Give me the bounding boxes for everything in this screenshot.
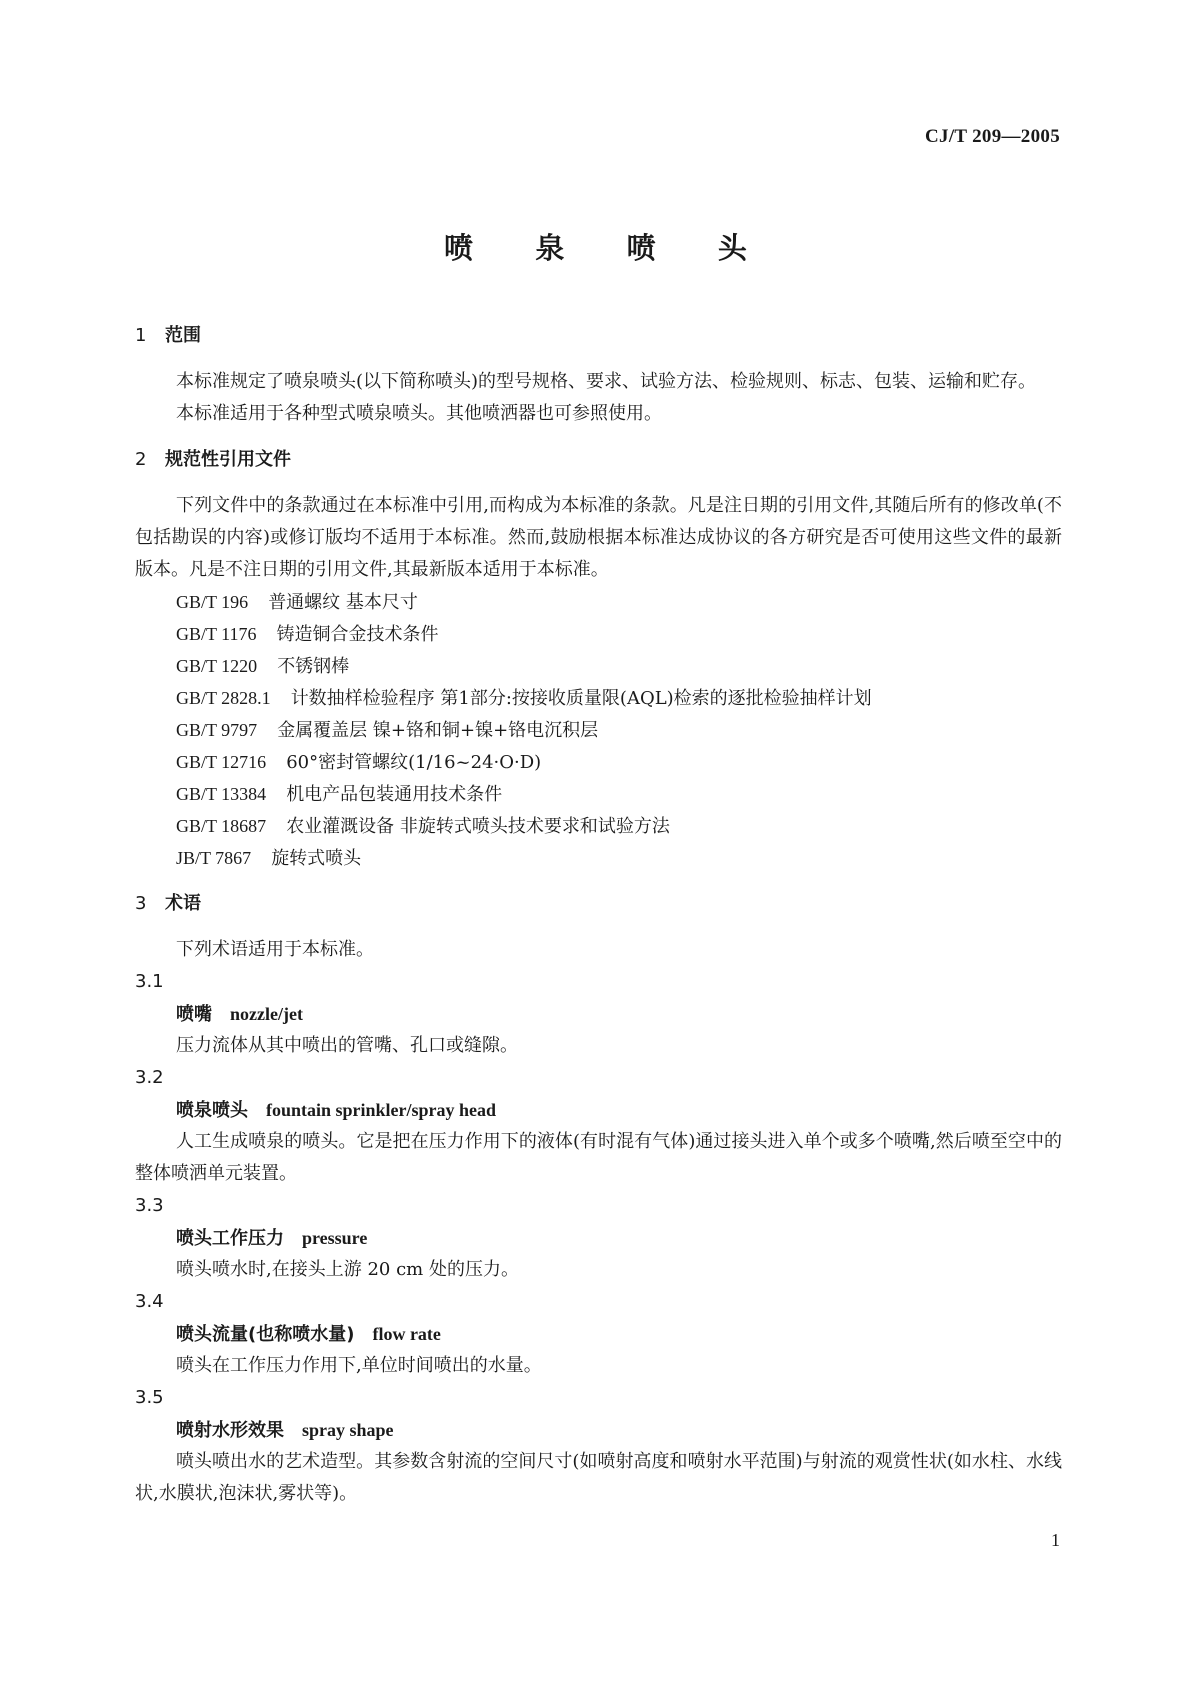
term-name: [135, 1222, 1062, 1254]
term-name: [135, 1414, 1062, 1446]
reference-item: [135, 586, 1062, 618]
terms-intro: 下列术语适用于本标准。: [176, 939, 374, 960]
page-number: 1: [1051, 1530, 1060, 1550]
term-definition: 压力流体从其中喷出的管嘴、孔口或缝隙。: [176, 1035, 518, 1056]
term-name-en: fountain sprinkler/spray head: [266, 1100, 497, 1120]
section-number: 1: [135, 325, 147, 346]
term-number: 3.1: [135, 971, 164, 992]
term-name-zh: 喷泉喷头: [176, 1100, 248, 1121]
term-number: 3.2: [135, 1067, 164, 1088]
reference-item: [135, 746, 1062, 778]
reference-title: 铸造铜合金技术条件: [276, 624, 439, 645]
reference-code: GB/T 18687: [176, 816, 267, 836]
section-number: 2: [135, 449, 147, 470]
reference-code: GB/T 1220: [176, 656, 258, 676]
term-name-en: flow rate: [372, 1324, 441, 1344]
reference-item: [135, 682, 1062, 714]
term-name-en: nozzle/jet: [230, 1004, 303, 1024]
reference-code: JB/T 7867: [176, 848, 252, 868]
section-terms-heading: [135, 888, 1062, 920]
term-definition: 人工生成喷泉的喷头。它是把在压力作用下的液体(有时混有气体)通过接头进入单个或多个喷嘴,然后喷至空中的整体喷洒单元装置。: [135, 1131, 1062, 1184]
reference-title: 不锈钢棒: [277, 656, 350, 677]
term-name: [135, 1094, 1062, 1126]
reference-title: 计数抽样检验程序 第1部分:按接收质量限(AQL)检索的逐批检验抽样计划: [290, 688, 872, 709]
reference-title: 机电产品包装通用技术条件: [286, 784, 503, 805]
standard-code: CJ/T 209—2005: [925, 126, 1060, 147]
section-title: 规范性引用文件: [165, 449, 291, 470]
reference-title: 农业灌溉设备 非旋转式喷头技术要求和试验方法: [286, 816, 670, 837]
term-name-en: spray shape: [302, 1420, 394, 1440]
reference-code: GB/T 9797: [176, 720, 258, 740]
term-name-zh: 喷头工作压力: [176, 1228, 284, 1249]
term-entry: [135, 1062, 1062, 1190]
reference-item: [135, 810, 1062, 842]
document-title: 喷 泉 喷 头: [444, 231, 774, 265]
references-intro: 下列文件中的条款通过在本标准中引用,而构成为本标准的条款。凡是注日期的引用文件,其随后所有的修改单(不包括勘误的内容)或修订版均不适用于本标准。然而,鼓励根据本标准达成协议的各方研究是否可使用这些文件的最新版本。凡是不注日期的引用文件,其最新版本适用于本标准。: [135, 495, 1062, 580]
term-definition: 喷头喷水时,在接头上游 20 cm 处的压力。: [176, 1259, 519, 1280]
term-name: [135, 998, 1062, 1030]
reference-title: 60°密封管螺纹(1/16~24·O·D): [286, 752, 542, 773]
scope-paragraph: 本标准规定了喷泉喷头(以下简称喷头)的型号规格、要求、试验方法、检验规则、标志、包装、运输和贮存。: [176, 371, 1037, 392]
term-name-zh: 喷头流量(也称喷水量): [176, 1324, 355, 1345]
section-number: 3: [135, 893, 147, 914]
reference-code: GB/T 2828.1: [176, 688, 271, 708]
term-number: 3.4: [135, 1291, 164, 1312]
term-name-zh: 喷嘴: [176, 1004, 212, 1025]
term-entry: [135, 1382, 1062, 1510]
term-entry: [135, 966, 1062, 1062]
term-name: [135, 1318, 1062, 1350]
scope-paragraph: 本标准适用于各种型式喷泉喷头。其他喷洒器也可参照使用。: [176, 403, 662, 424]
reference-code: GB/T 12716: [176, 752, 267, 772]
reference-title: 旋转式喷头: [271, 848, 362, 869]
section-title: 术语: [165, 893, 201, 914]
term-definition: 喷头喷出水的艺术造型。其参数含射流的空间尺寸(如喷射高度和喷射水平范围)与射流的观赏性状(如水柱、水线状,水膜状,泡沫状,雾状等)。: [135, 1451, 1062, 1504]
document-body: [135, 320, 1062, 1510]
reference-item: [135, 618, 1062, 650]
section-scope-heading: [135, 320, 1062, 352]
reference-title: 普通螺纹 基本尺寸: [268, 592, 418, 613]
reference-code: GB/T 13384: [176, 784, 267, 804]
section-title: 范围: [165, 325, 201, 346]
term-entry: [135, 1286, 1062, 1382]
term-number: 3.3: [135, 1195, 164, 1216]
section-references-heading: [135, 444, 1062, 476]
reference-title: 金属覆盖层 镍+铬和铜+镍+铬电沉积层: [277, 720, 599, 741]
term-entry: [135, 1190, 1062, 1286]
term-definition: 喷头在工作压力作用下,单位时间喷出的水量。: [176, 1355, 542, 1376]
term-name-en: pressure: [302, 1228, 368, 1248]
reference-item: [135, 650, 1062, 682]
reference-code: GB/T 1176: [176, 624, 257, 644]
reference-item: [135, 842, 1062, 874]
term-name-zh: 喷射水形效果: [176, 1420, 284, 1441]
reference-item: [135, 778, 1062, 810]
term-number: 3.5: [135, 1387, 164, 1408]
reference-item: [135, 714, 1062, 746]
reference-code: GB/T 196: [176, 592, 249, 612]
